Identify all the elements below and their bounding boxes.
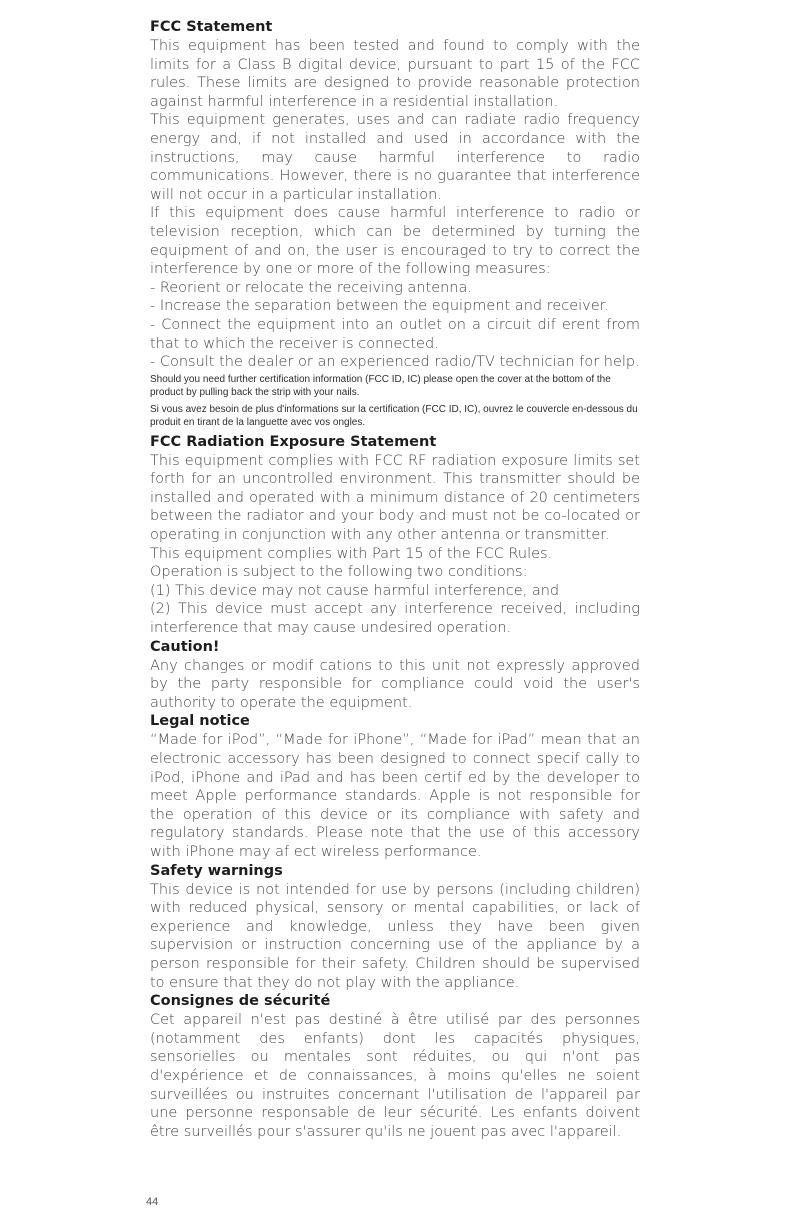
fcc-paragraph-1: This equipment has been tested and found to comply with the limits for a Class B digital device, pursuant to part 15 of the FCC rules. These limits are designed to provide reasonable protection against harmful interference in a residential installation. (150, 38, 640, 110)
fcc-paragraph-3: If this equipment does cause harmful interference to radio or television reception, which can be determined by turning the equipment of and on, the user is encouraged to try to correct the interference by one or more of the following measures: (150, 205, 640, 278)
radiation-condition-2: (2) This device must accept any interference received, including interference that may cause undesired operation. (150, 601, 640, 637)
radiation-paragraph-3: Operation is subject to the following two conditions: (150, 564, 528, 581)
document-body (150, 18, 640, 1141)
page-number: 44 (146, 1196, 159, 1208)
fcc-measure-3: - Connect the equipment into an outlet on a circuit dif erent from that to which the receiver is connected. (150, 316, 640, 352)
certification-note-fr: Si vous avez besoin de plus d'informations sur la certification (FCC ID, IC), ouvrez le couvercle en-dessous du produit en tirant de la languette avec vos ongles. (150, 403, 638, 428)
consignes-heading: Consignes de sécurité (150, 993, 331, 1010)
radiation-exposure-heading: FCC Radiation Exposure Statement (150, 433, 437, 450)
caution-heading: Caution! (150, 638, 220, 655)
safety-warnings-heading: Safety warnings (150, 862, 283, 879)
radiation-condition-1: (1) This device may not cause harmful interference, and (150, 582, 560, 599)
radiation-paragraph-2: This equipment complies with Part 15 of the FCC Rules. (150, 545, 553, 562)
fcc-paragraph-2: This equipment generates, uses and can radiate radio frequency energy and, if not installed and used in accordance with the instructions, may cause harmful interference to radio communications. However, there is no guarantee that interference will not occur in a particular installation. (150, 112, 640, 203)
caution-text: Any changes or modif cations to this unit not expressly approved by the party responsible for compliance could void the user's authority to operate the equipment. (150, 657, 640, 711)
fcc-measure-1: - Reorient or relocate the receiving antenna. (150, 279, 472, 296)
fcc-measure-4: - Consult the dealer or an experienced radio/TV technician for help. (150, 354, 640, 371)
legal-notice-text: “Made for iPod”, “Made for iPhone”, “Made for iPad” mean that an electronic accessory has been designed to connect specif cally to iPod, iPhone and iPad and has been certif ed by the developer to meet Apple performance standards. Apple is not responsible for the operation of this device or its compliance with safety and regulatory standards. Please note that the use of this accessory with iPhone may af ect wireless performance. (150, 732, 640, 860)
certification-note-en: Should you need further certification information (FCC ID, IC) please open the cover at the bottom of the product by pulling back the strip with your nails. (150, 373, 611, 398)
fcc-statement-heading: FCC Statement (150, 19, 273, 35)
safety-warnings-text: This device is not intended for use by persons (including children) with reduced physical, sensory or mental capabilities, or lack of experience and knowledge, unless they have been given supervision or instruction concerning use of the appliance by a person responsible for their safety. Children should be supervised to ensure that they do not play with the appliance. (150, 881, 640, 991)
radiation-paragraph-1: This equipment complies with FCC RF radiation exposure limits set forth for an uncontrolled environment. This transmitter should be installed and operated with a minimum distance of 20 centimeters between the radiator and your body and must not be co-located or operating in conjunction with any other antenna or transmitter. (150, 452, 640, 544)
consignes-text: Cet appareil n'est pas destiné à être utilisé par des personnes (notamment des enfants) dont les capacités physiques, sensorielles ou mentales sont réduites, ou qui n'ont pas d'expérience et de connaissances, à moins qu'elles ne soient surveillées ou instruites concernant l'utilisation de l'appareil par une personne responsable de leur sécurité. Les enfants doivent être surveillés pour s'assurer qu'ils ne jouent pas avec l'appareil. (150, 1012, 640, 1140)
fcc-measure-2: - Increase the separation between the equipment and receiver. (150, 298, 609, 315)
legal-notice-heading: Legal notice (150, 713, 250, 730)
